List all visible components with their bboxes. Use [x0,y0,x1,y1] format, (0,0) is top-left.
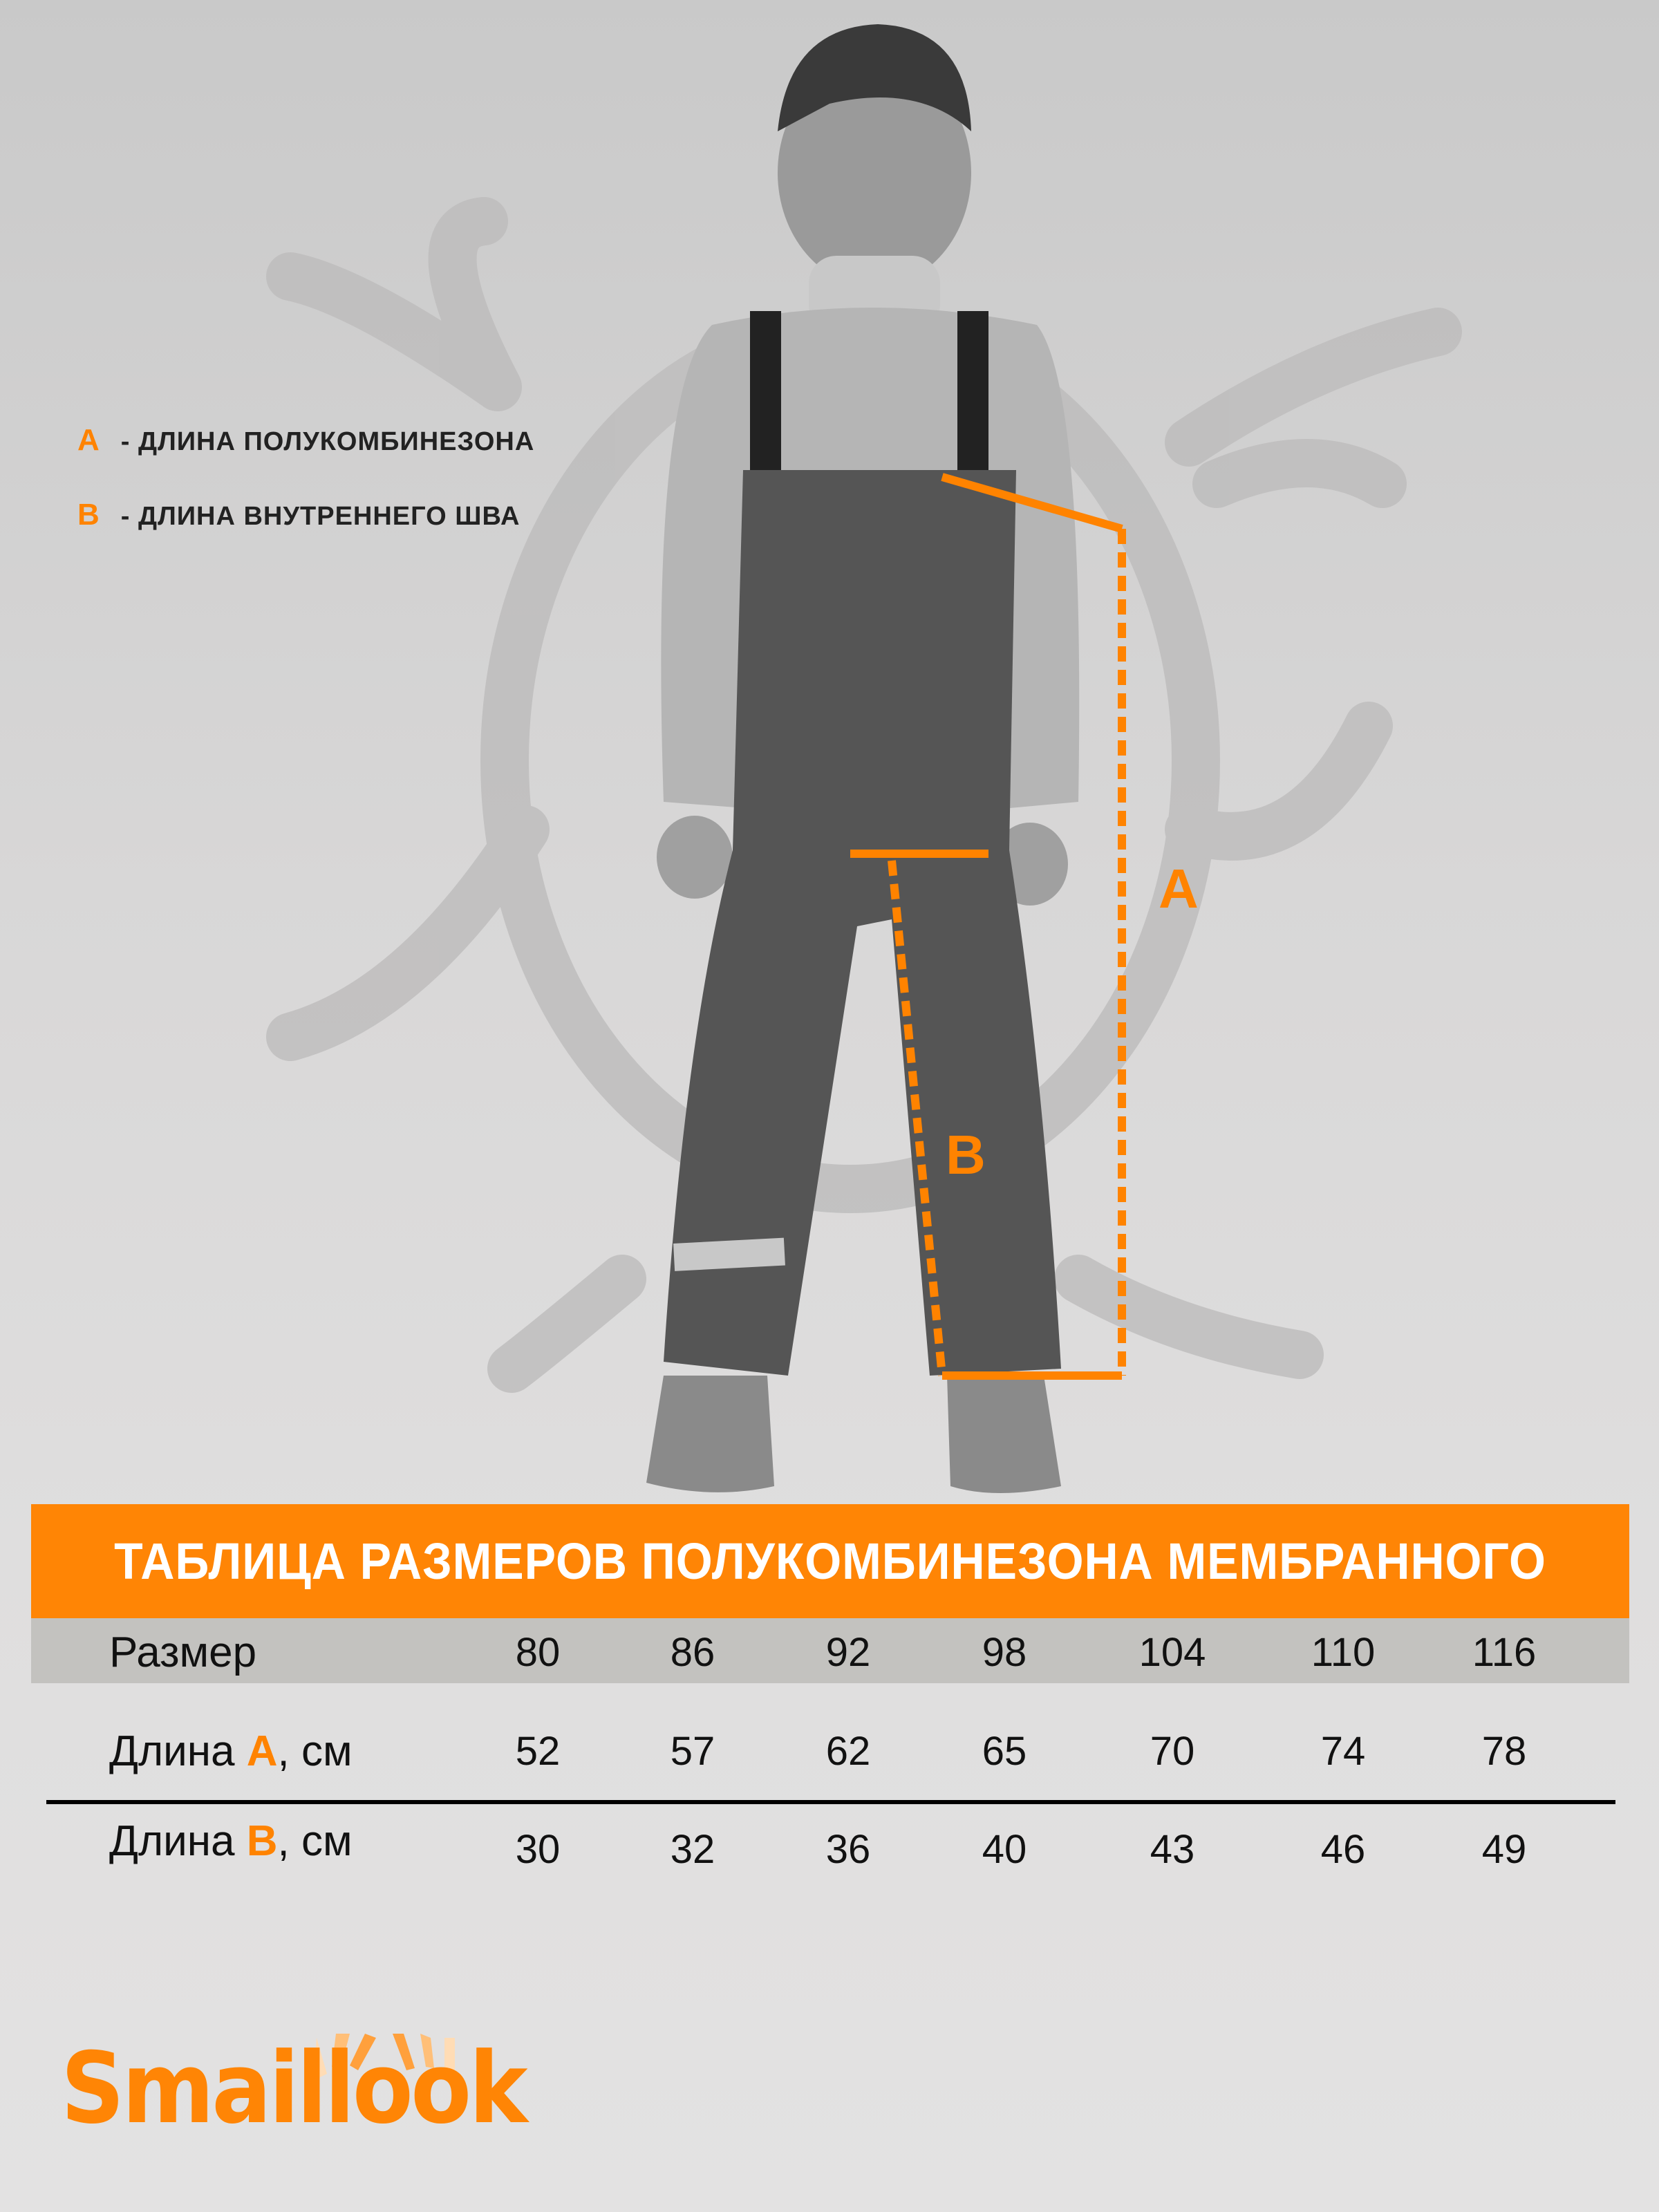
legend-key: A [77,423,100,457]
value-cell: 49 [1481,1827,1527,1872]
size-cell: 86 [670,1630,715,1675]
value-cell: 36 [825,1827,871,1872]
size-header-row [0,1621,1659,1686]
row-label-key: B [246,1817,278,1865]
row-divider [46,1800,1615,1804]
value-cell: 40 [982,1827,1027,1872]
value-cell: 52 [515,1729,561,1774]
legend-key: B [77,498,100,532]
svg-text:Smaillook: Smaillook [61,2032,530,2129]
size-cell: 104 [1138,1630,1206,1675]
value-cell: 57 [670,1729,715,1774]
measurement-b-label: B [946,1124,986,1185]
boy-figure [646,24,1079,1493]
row-label-key: A [246,1727,278,1775]
legend-text: - ДЛИНА ПОЛУКОМБИНЕЗОНА [120,427,535,456]
row-label-unit: , см [277,1817,353,1865]
size-table-title-bar [31,1504,1629,1618]
row-label-text: Длина [109,1817,247,1865]
row-label: Размер [109,1629,257,1676]
brand-logo [61,2025,531,2129]
value-cell: 46 [1320,1827,1366,1872]
value-cell: 62 [825,1729,871,1774]
table-row-length-b [0,1818,1659,1883]
legend-text: - ДЛИНА ВНУТРЕННЕГО ШВА [120,502,521,531]
value-cell: 78 [1481,1729,1527,1774]
value-cell: 70 [1150,1729,1195,1774]
legend-item-a [77,423,534,458]
value-cell: 65 [982,1729,1027,1774]
size-cell: 110 [1311,1630,1376,1675]
table-row-length-a [0,1720,1659,1785]
size-cell: 80 [515,1630,561,1675]
size-cell: 116 [1472,1630,1537,1675]
row-label [109,1817,353,1866]
value-cell: 32 [670,1827,715,1872]
size-cell: 92 [825,1630,871,1675]
row-label-unit: , см [277,1727,353,1775]
value-cell: 43 [1150,1827,1195,1872]
row-label-text: Длина [109,1727,247,1775]
size-cell: 98 [982,1630,1027,1675]
value-cell: 30 [515,1827,561,1872]
row-label [109,1727,353,1776]
value-cell: 74 [1320,1729,1366,1774]
legend-item-b [77,498,520,532]
measurement-a-label: A [1159,858,1199,919]
size-table-title: ТАБЛИЦА РАЗМЕРОВ ПОЛУКОМБИНЕЗОНА МЕМБРАННОГО [114,1533,1546,1590]
